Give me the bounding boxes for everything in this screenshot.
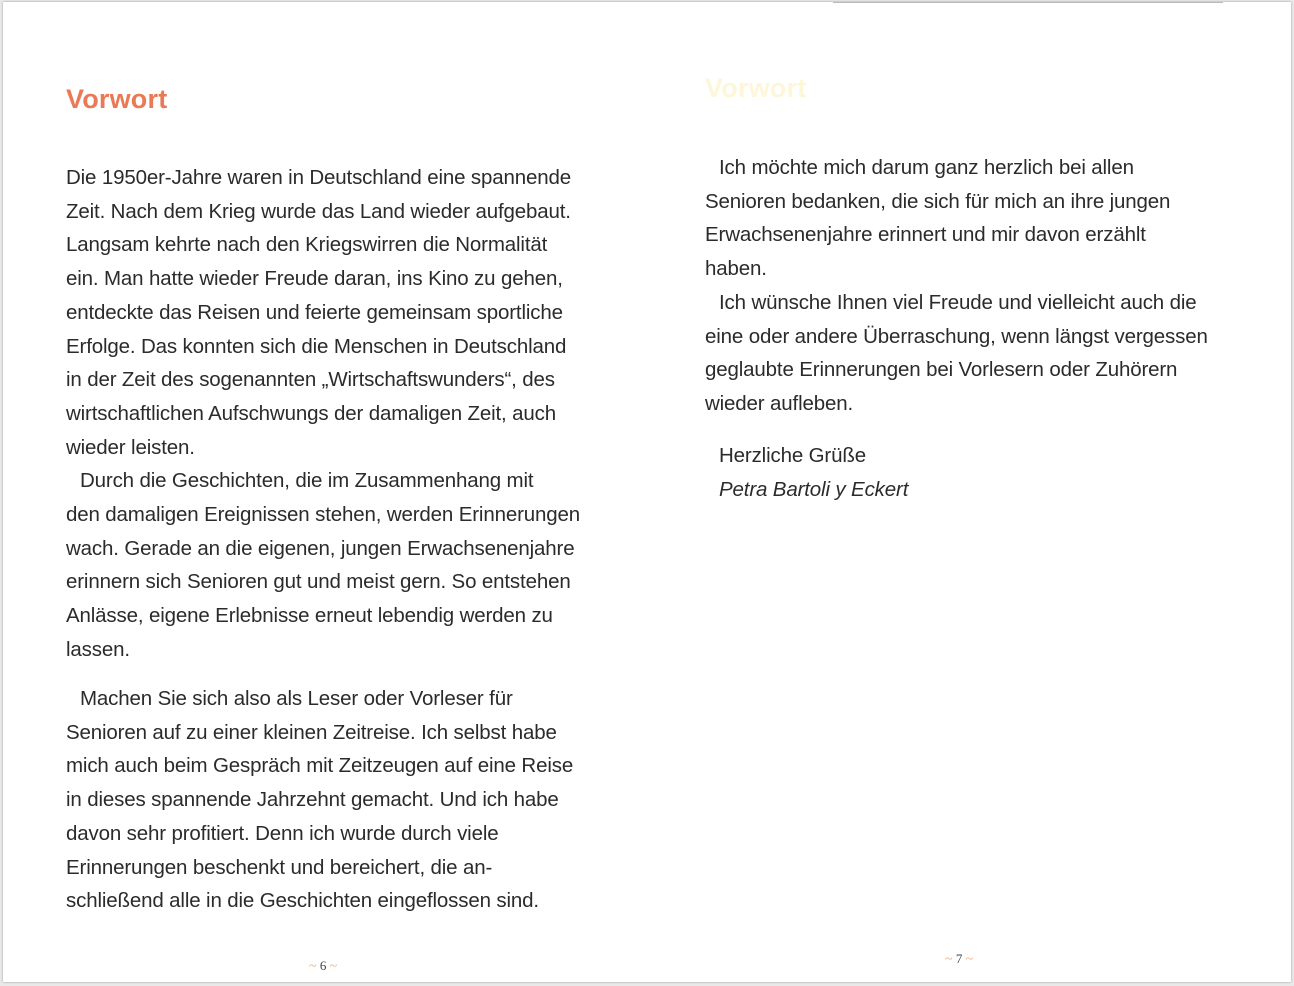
text-line: wieder aufleben. <box>705 391 854 415</box>
right-page <box>647 2 1291 982</box>
left-page-text-block-1 <box>66 161 580 667</box>
text-line: schließend alle in die Geschichten eingeflossen sind. <box>66 889 539 913</box>
text-line: Erinnerungen beschenkt und bereichert, die an- <box>66 855 493 879</box>
folio-ornament: ~ <box>329 959 338 974</box>
folio-ornament: ~ <box>309 959 317 974</box>
text-line: Machen Sie sich also als Leser oder Vorleser für <box>80 687 513 710</box>
text-line: Senioren bedanken, die sich für mich an ihre jungen <box>705 189 1171 213</box>
text-line: Ich wünsche Ihnen viel Freude und vielleicht auch die <box>719 290 1197 314</box>
greeting: Herzliche Grüße <box>719 444 866 467</box>
left-page-heading: Vorwort <box>66 84 168 114</box>
text-line: wach. Gerade an die eigenen, jungen Erwachsenenjahre <box>66 536 575 560</box>
closing-block <box>705 439 908 506</box>
text-line: in dieses spannende Jahrzehnt gemacht. Und ich habe <box>66 788 559 812</box>
right-page-text-block <box>705 151 1208 421</box>
text-line: den damaligen Ereignissen stehen, werden Erinnerungen <box>66 503 581 527</box>
left-page <box>3 2 647 982</box>
text-line: Erfolge. Das konnten sich die Menschen in Deutschland <box>66 334 567 358</box>
text-line: geglaubte Erinnerungen bei Vorlesern oder Zuhörern <box>705 358 1178 382</box>
text-line: Zeit. Nach dem Krieg wurde das Land wieder aufgebaut. <box>66 199 571 223</box>
text-line: haben. <box>705 257 767 281</box>
text-line: Anlässe, eigene Erlebnisse erneut lebendig werden zu <box>66 604 553 628</box>
text-line: Langsam kehrte nach den Kriegswirren die Normalität <box>66 233 548 257</box>
text-line: in der Zeit des sogenannten „Wirtschaftswunders“, des <box>66 368 555 392</box>
text-line: entdeckte das Reisen und feierte gemeinsam sportliche <box>66 300 563 324</box>
text-line: Erwachsenenjahre erinnert und mir davon erzählt <box>705 223 1146 247</box>
text-line: wirtschaftlichen Aufschwungs der damaligen Zeit, auch <box>66 401 557 425</box>
page-number: 7 <box>955 951 963 966</box>
text-line: erinnern sich Senioren gut und meist gern. So entstehen <box>66 570 571 594</box>
text-line: Senioren auf zu einer kleinen Zeitreise. Ich selbst habe <box>66 720 557 744</box>
text-line: lassen. <box>66 637 130 661</box>
text-line: mich auch beim Gespräch mit Zeitzeugen auf eine Reise <box>66 754 574 778</box>
left-page-text-block-2 <box>66 682 573 918</box>
book-spread <box>3 2 1291 982</box>
page-number-6 <box>309 958 337 975</box>
text-line: ein. Man hatte wieder Freude daran, ins Kino zu gehen, <box>66 267 563 291</box>
page-number: 6 <box>319 958 327 973</box>
text-line: Ich möchte mich darum ganz herzlich bei allen <box>719 156 1134 179</box>
text-line: Die 1950er-Jahre waren in Deutschland eine spannende <box>66 166 572 189</box>
text-line: Durch die Geschichten, die im Zusammenhang mit <box>80 469 534 493</box>
text-line: davon sehr profitiert. Denn ich wurde durch viele <box>66 821 499 845</box>
text-line: eine oder andere Überraschung, wenn längst vergessen <box>705 324 1208 348</box>
folio-ornament: ~ <box>945 952 953 967</box>
page-number-7 <box>945 951 973 968</box>
right-page-heading: Vorwort <box>705 73 807 103</box>
folio-ornament: ~ <box>965 952 974 967</box>
author-signature: Petra Bartoli y Eckert <box>719 477 909 501</box>
text-line: wieder leisten. <box>66 435 195 459</box>
